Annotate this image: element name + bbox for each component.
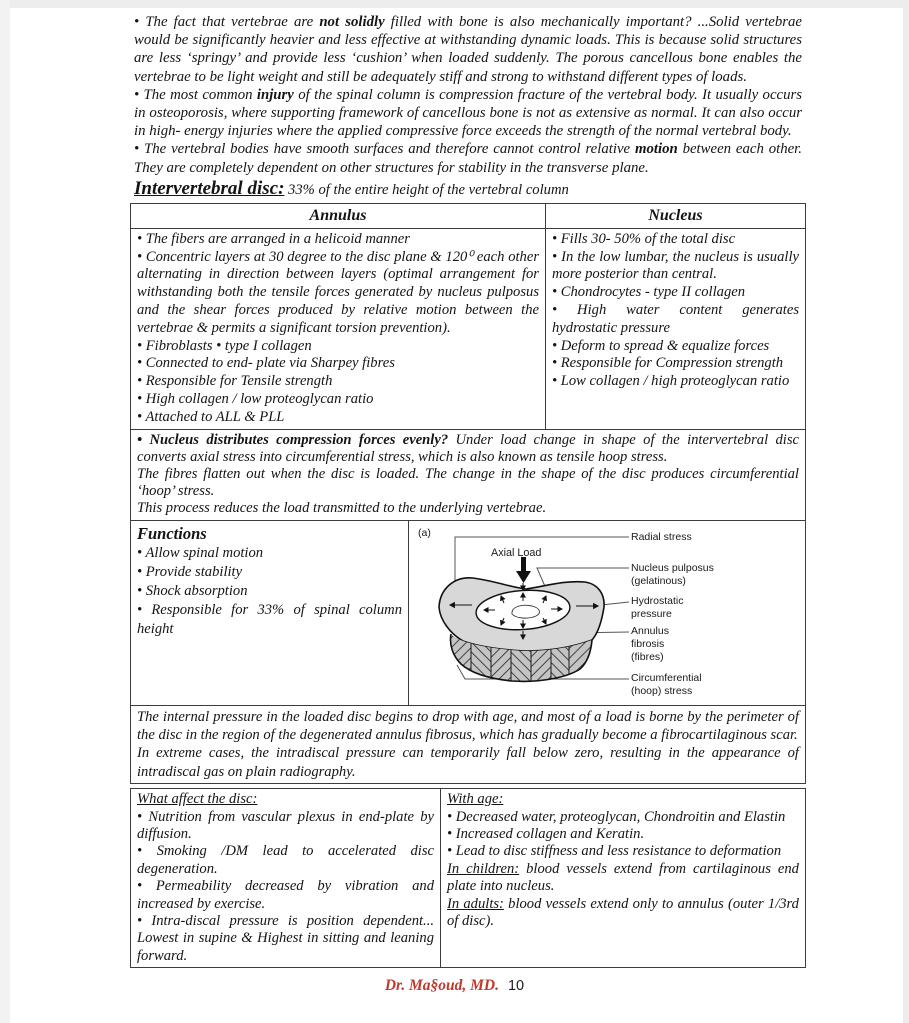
with-age-cell — [441, 789, 805, 967]
author-name: Dr. Ma§oud, MD. — [384, 977, 499, 994]
affect-age-row — [130, 788, 806, 968]
what-affects-cell — [131, 789, 441, 967]
hydrostatic-blob — [512, 605, 539, 618]
affect-item: • Permeability decreased by vibration and increased by exercise. — [137, 878, 434, 912]
annulus-item: • Concentric layers at 30 degree to the disc plane & 120⁰ each other alternating in direction between layers (optimal arrangement for withstanding both the tensile forces generated by nucleus pulposus and the shear forces produced by relative motion between the vertebrae & permits a significant torsion prevention). — [137, 248, 539, 336]
functions-cell — [131, 521, 409, 705]
nucleus-item: • Chondrocytes - type II collagen — [552, 284, 746, 301]
disc-diagram-cell — [409, 521, 805, 705]
axial-load-label: Axial Load — [491, 546, 542, 559]
intro-paragraphs — [130, 13, 806, 177]
hoop-stress-cell — [131, 430, 805, 520]
nucleus-cell — [546, 229, 805, 429]
children-note: In children: blood vessels extend from cartilaginous end plate into nucleus. — [447, 860, 799, 895]
pressure-paragraph-1: The internal pressure in the loaded disc begins to drop with age, and most of a load is borne by the perimeter of the disc in the region of the degenerated annulus fibrosus, which has gradually become a fibrocartilaginous scar. — [137, 708, 799, 744]
annulus-item: • Fibroblasts • type I collagen — [137, 337, 312, 354]
document-content — [130, 13, 806, 968]
section-title: Intervertebral disc: — [134, 177, 285, 199]
paragraph-injury: • The most common injury of the spinal column is compression fracture of the vertebral body. It usually occurs in osteoporosis, where supporting framework of cancellous bone is not as extensive as normal. It can also occur in high- energy injuries where the applied compressive force exceeds the strength of the normal vertebral body. — [134, 86, 802, 140]
annulus-item: • Responsible for Tensile strength — [137, 373, 333, 390]
age-item: • Decreased water, proteoglycan, Chondroitin and Elastin — [447, 808, 786, 825]
disc-table-header-row — [130, 203, 806, 229]
nucleus-item: • Deform to spread & equalize forces — [552, 337, 770, 354]
nucleus-item: • Low collagen / high proteoglycan ratio — [552, 373, 790, 390]
affect-item: • Nutrition from vascular plexus in end-plate by diffusion. — [137, 808, 434, 843]
functions-diagram-row — [130, 520, 806, 706]
what-affects-heading: What affect the disc: — [137, 791, 258, 808]
pressure-paragraph-2: In extreme cases, the intradiscal pressure can temporarily fall below zero, resulting in the appearance of intradiscal gas on plain radiography. — [137, 745, 799, 780]
paragraph-motion: • The vertebral bodies have smooth surfaces and therefore cannot control relative motion between each other. They are completely dependent on other structures for stability in the transverse plane. — [134, 141, 802, 176]
page-number: 10 — [507, 978, 525, 994]
page-margin-top — [0, 0, 909, 8]
annulus-item: • Attached to ALL & PLL — [137, 408, 285, 425]
hoop-stress-row — [130, 429, 806, 521]
functions-title: Functions — [137, 523, 207, 543]
annulus-item: • The fibers are arranged in a helicoid manner — [137, 230, 410, 247]
nucleus-header: Nucleus — [648, 206, 703, 224]
disc-diagram — [409, 521, 805, 705]
nucleus-item: • Responsible for Compression strength — [552, 355, 784, 372]
internal-pressure-row — [130, 705, 806, 785]
diagram-label-nucleus-pulposus: Nucleus pulposus (gelatinous) — [631, 561, 714, 587]
adults-note: In adults: blood vessels extend only to annulus (outer 1/3rd of disc). — [447, 895, 799, 930]
diagram-label-radial-stress: Radial stress — [631, 530, 692, 543]
functions-item: • Shock absorption — [137, 582, 248, 599]
annulus-item: • High collagen / low proteoglycan ratio — [137, 391, 374, 407]
diagram-label-circumferential-stress: Circumferential (hoop) stress — [631, 671, 702, 697]
functions-item: • Provide stability — [137, 563, 243, 580]
annulus-header: Annulus — [131, 204, 546, 228]
figure-label: (a) — [418, 526, 431, 539]
diagram-label-hydrostatic-pressure: Hydrostatic pressure — [631, 594, 684, 620]
nucleus-item: • High water content generates hydrostatic pressure — [552, 302, 799, 336]
functions-list — [137, 544, 402, 639]
annulus-cell — [131, 229, 546, 429]
hoop-paragraph-3: This process reduces the load transmitted to the underlying vertebrae. — [137, 500, 547, 517]
page-margin-right — [903, 0, 909, 1023]
page-margin-left — [0, 0, 10, 1023]
page-footer — [0, 977, 909, 995]
paragraph-solid-vertebrae: • The fact that vertebrae are not solidly filled with bone is also mechanically important? ...Solid vertebrae would be significantly heavier and less effective at withstanding dynamic loads. This is because solid structures are less ‘springy’ and provide less ‘cushion’ when loaded suddenly. The porous cancellous bone enables the vertebrae to be light weight and still be adequately stiff and strong to withstand different types of loads. — [134, 14, 802, 85]
functions-item: • Responsible for 33% of spinal column height — [137, 601, 402, 637]
nucleus-item: • Fills 30- 50% of the total disc — [552, 230, 736, 247]
affect-item: • Intra-discal pressure is position dependent... Lowest in supine & Highest in sitting and leaning forward. — [137, 913, 434, 964]
affect-item: • Smoking /DM lead to accelerated disc degeneration. — [137, 843, 434, 877]
disc-table-body-row — [130, 228, 806, 430]
age-item: • Increased collagen and Keratin. — [447, 826, 645, 843]
functions-item: • Allow spinal motion — [137, 544, 264, 561]
annulus-item: • Connected to end- plate via Sharpey fibres — [137, 355, 395, 372]
section-subtitle: 33% of the entire height of the vertebral column — [284, 181, 569, 198]
nucleus-item: • In the low lumbar, the nucleus is usually more posterior than central. — [552, 248, 799, 283]
diagram-label-annulus-fibrosis: Annulus fibrosis (fibres) — [631, 624, 669, 663]
hoop-paragraph-2: The fibres flatten out when the disc is loaded. The change in the shape of the disc produces circumferential ‘hoop’ stress. — [137, 466, 799, 500]
with-age-heading: With age: — [447, 791, 504, 808]
internal-pressure-cell — [131, 706, 805, 784]
age-item: • Lead to disc stiffness and less resistance to deformation — [447, 843, 782, 860]
section-heading — [130, 178, 806, 200]
hoop-paragraph-1: • Nucleus distributes compression forces evenly? Under load change in shape of the intervertebral disc converts axial stress into circumferential stress, which is also known as tensile hoop stress. — [137, 431, 800, 465]
